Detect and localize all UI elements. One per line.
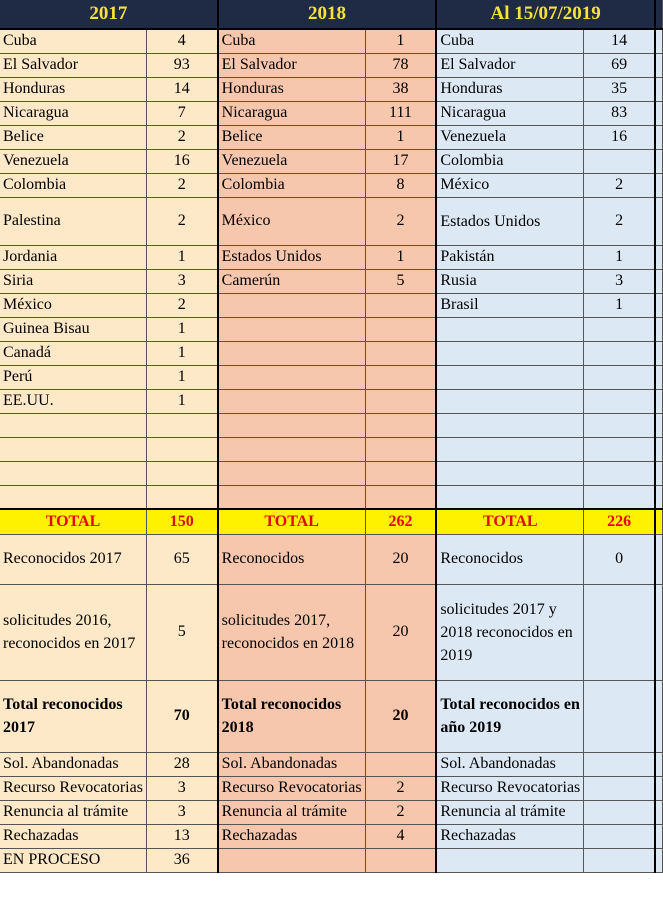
edge-cell <box>655 509 663 534</box>
count-2017 <box>146 485 217 509</box>
country-row <box>0 413 663 437</box>
count-2017 <box>146 461 217 485</box>
count-2017: 93 <box>146 53 217 77</box>
previous-requests-row-value-2017: 5 <box>146 584 217 680</box>
outcome-label-2017: EN PROCESO <box>0 848 146 872</box>
outcome-label-2017: Sol. Abandonadas <box>0 752 146 776</box>
count-2017: 7 <box>146 101 217 125</box>
total-recognized-row-label-2018: Total reconocidos 2018 <box>218 680 365 752</box>
outcome-row <box>0 752 663 776</box>
country-row <box>0 317 663 341</box>
total-recognized-row-label-2019: Total reconocidos en año 2019 <box>436 680 583 752</box>
country-2019 <box>436 413 583 437</box>
country-2018 <box>218 389 365 413</box>
edge-cell <box>655 485 663 509</box>
count-2018: 38 <box>365 77 436 101</box>
country-2019: El Salvador <box>436 53 583 77</box>
country-2017: Colombia <box>0 173 146 197</box>
outcome-label-2017: Recurso Revocatorias <box>0 776 146 800</box>
outcome-value-2018 <box>365 752 436 776</box>
country-2019 <box>436 341 583 365</box>
recognized-row-label-2017: Reconocidos 2017 <box>0 534 146 584</box>
outcome-row <box>0 848 663 872</box>
count-2018: 1 <box>365 29 436 53</box>
outcome-value-2018: 2 <box>365 800 436 824</box>
country-2017: Nicaragua <box>0 101 146 125</box>
country-row <box>0 29 663 53</box>
count-2017: 2 <box>146 173 217 197</box>
count-2019 <box>584 149 655 173</box>
total-value-2019: 226 <box>584 509 655 534</box>
country-2018 <box>218 485 365 509</box>
outcome-label-2017: Renuncia al trámite <box>0 800 146 824</box>
country-2019 <box>436 437 583 461</box>
header-2017: 2017 <box>0 0 218 29</box>
outcome-label-2018: Recurso Revocatorias <box>218 776 365 800</box>
country-2017: Perú <box>0 365 146 389</box>
edge-cell <box>655 800 663 824</box>
country-2019 <box>436 317 583 341</box>
outcome-label-2019: Recurso Revocatorias <box>436 776 583 800</box>
outcome-label-2019: Rechazadas <box>436 824 583 848</box>
edge-cell <box>655 173 663 197</box>
edge-cell <box>655 461 663 485</box>
count-2018: 5 <box>365 269 436 293</box>
recognized-row-value-2018: 20 <box>365 534 436 584</box>
country-2017: Venezuela <box>0 149 146 173</box>
outcome-value-2018: 4 <box>365 824 436 848</box>
edge-cell <box>655 317 663 341</box>
count-2017: 4 <box>146 29 217 53</box>
count-2018: 1 <box>365 245 436 269</box>
count-2017: 1 <box>146 317 217 341</box>
country-row <box>0 245 663 269</box>
count-2019: 14 <box>584 29 655 53</box>
country-2018: Colombia <box>218 173 365 197</box>
outcome-value-2017: 3 <box>146 800 217 824</box>
previous-requests-row-label-2019: solicitudes 2017 y 2018 reconocidos en 2019 <box>436 584 583 680</box>
count-2018 <box>365 437 436 461</box>
count-2017: 1 <box>146 341 217 365</box>
outcome-label-2019 <box>436 848 583 872</box>
outcome-row <box>0 824 663 848</box>
edge-cell <box>655 776 663 800</box>
country-2019: México <box>436 173 583 197</box>
edge-cell <box>655 245 663 269</box>
country-2018 <box>218 293 365 317</box>
country-2018: Cuba <box>218 29 365 53</box>
outcome-value-2019 <box>584 776 655 800</box>
country-2018: Camerún <box>218 269 365 293</box>
outcome-label-2019: Renuncia al trámite <box>436 800 583 824</box>
country-row <box>0 437 663 461</box>
totals-row <box>0 509 663 534</box>
edge-cell <box>655 101 663 125</box>
count-2019 <box>584 317 655 341</box>
country-row <box>0 365 663 389</box>
country-2017: EE.UU. <box>0 389 146 413</box>
country-2017 <box>0 485 146 509</box>
edge-cell <box>655 534 663 584</box>
country-2018 <box>218 341 365 365</box>
count-2019: 69 <box>584 53 655 77</box>
count-2019: 2 <box>584 173 655 197</box>
count-2017: 2 <box>146 293 217 317</box>
country-2018: Nicaragua <box>218 101 365 125</box>
count-2019 <box>584 461 655 485</box>
country-2019 <box>436 365 583 389</box>
total-recognized-row <box>0 680 663 752</box>
country-2019: Pakistán <box>436 245 583 269</box>
country-2019: Colombia <box>436 149 583 173</box>
country-row <box>0 341 663 365</box>
count-2019 <box>584 341 655 365</box>
count-2019: 1 <box>584 245 655 269</box>
count-2018: 111 <box>365 101 436 125</box>
count-2019: 3 <box>584 269 655 293</box>
country-row <box>0 293 663 317</box>
outcome-value-2017: 28 <box>146 752 217 776</box>
count-2017: 1 <box>146 365 217 389</box>
country-row <box>0 389 663 413</box>
outcome-value-2019 <box>584 800 655 824</box>
outcome-value-2017: 36 <box>146 848 217 872</box>
recognized-row-value-2017: 65 <box>146 534 217 584</box>
outcome-row <box>0 776 663 800</box>
country-2019: Nicaragua <box>436 101 583 125</box>
outcome-value-2018: 2 <box>365 776 436 800</box>
count-2019: 2 <box>584 197 655 245</box>
country-2017: Cuba <box>0 29 146 53</box>
country-2017: México <box>0 293 146 317</box>
outcome-value-2017: 13 <box>146 824 217 848</box>
previous-requests-row-value-2018: 20 <box>365 584 436 680</box>
edge-cell <box>655 437 663 461</box>
header-row <box>0 0 663 29</box>
total-recognized-row-value-2017: 70 <box>146 680 217 752</box>
country-2019 <box>436 485 583 509</box>
country-2018: México <box>218 197 365 245</box>
country-2017 <box>0 461 146 485</box>
edge-cell <box>655 125 663 149</box>
country-2019: Cuba <box>436 29 583 53</box>
recognized-row-label-2018: Reconocidos <box>218 534 365 584</box>
country-row <box>0 173 663 197</box>
total-label-2018: TOTAL <box>218 509 365 534</box>
country-2019: Honduras <box>436 77 583 101</box>
outcome-label-2019: Sol. Abandonadas <box>436 752 583 776</box>
count-2018 <box>365 389 436 413</box>
edge-cell <box>655 53 663 77</box>
country-2019: Estados Unidos <box>436 197 583 245</box>
country-2019: Brasil <box>436 293 583 317</box>
count-2019 <box>584 485 655 509</box>
edge-cell <box>655 149 663 173</box>
country-2018: Venezuela <box>218 149 365 173</box>
edge-cell <box>655 77 663 101</box>
country-row <box>0 485 663 509</box>
edge-cell <box>655 752 663 776</box>
count-2019: 16 <box>584 125 655 149</box>
country-2018 <box>218 317 365 341</box>
previous-requests-row <box>0 584 663 680</box>
country-2017: Guinea Bisau <box>0 317 146 341</box>
outcome-label-2018: Rechazadas <box>218 824 365 848</box>
country-2018: Honduras <box>218 77 365 101</box>
outcome-value-2017: 3 <box>146 776 217 800</box>
count-2018 <box>365 341 436 365</box>
country-row <box>0 269 663 293</box>
edge-cell <box>655 197 663 245</box>
outcome-value-2019 <box>584 824 655 848</box>
count-2018 <box>365 413 436 437</box>
country-row <box>0 197 663 245</box>
country-2019 <box>436 389 583 413</box>
outcome-value-2019 <box>584 848 655 872</box>
count-2018: 1 <box>365 125 436 149</box>
count-2017: 1 <box>146 245 217 269</box>
country-2018 <box>218 437 365 461</box>
recognized-row-value-2019: 0 <box>584 534 655 584</box>
country-2018 <box>218 461 365 485</box>
country-2017: Honduras <box>0 77 146 101</box>
edge-cell <box>655 293 663 317</box>
country-row <box>0 149 663 173</box>
edge-cell <box>655 341 663 365</box>
count-2017: 16 <box>146 149 217 173</box>
recognized-row <box>0 534 663 584</box>
outcome-value-2019 <box>584 752 655 776</box>
country-2018: El Salvador <box>218 53 365 77</box>
count-2018 <box>365 365 436 389</box>
count-2018: 78 <box>365 53 436 77</box>
count-2018 <box>365 293 436 317</box>
edge-cell <box>655 584 663 680</box>
country-2017: Siria <box>0 269 146 293</box>
previous-requests-row-label-2018: solicitudes 2017, reconocidos en 2018 <box>218 584 365 680</box>
outcome-value-2018 <box>365 848 436 872</box>
country-2017: Canadá <box>0 341 146 365</box>
country-2019: Venezuela <box>436 125 583 149</box>
count-2018 <box>365 461 436 485</box>
country-2017: Belice <box>0 125 146 149</box>
total-label-2017: TOTAL <box>0 509 146 534</box>
edge-cell <box>655 389 663 413</box>
outcome-label-2018 <box>218 848 365 872</box>
count-2019: 83 <box>584 101 655 125</box>
country-2017 <box>0 413 146 437</box>
outcome-row <box>0 800 663 824</box>
count-2017 <box>146 437 217 461</box>
header-2019: Al 15/07/2019 <box>436 0 655 29</box>
country-row <box>0 101 663 125</box>
country-2018: Belice <box>218 125 365 149</box>
count-2018: 2 <box>365 197 436 245</box>
edge-cell <box>655 680 663 752</box>
country-2017: Jordania <box>0 245 146 269</box>
count-2017: 3 <box>146 269 217 293</box>
country-2017: El Salvador <box>0 53 146 77</box>
total-recognized-row-label-2017: Total reconocidos 2017 <box>0 680 146 752</box>
country-row <box>0 77 663 101</box>
edge-cell <box>655 269 663 293</box>
count-2018: 8 <box>365 173 436 197</box>
previous-requests-row-label-2017: solicitudes 2016, reconocidos en 2017 <box>0 584 146 680</box>
outcome-label-2018: Sol. Abandonadas <box>218 752 365 776</box>
country-2019: Rusia <box>436 269 583 293</box>
country-row <box>0 125 663 149</box>
count-2019 <box>584 365 655 389</box>
country-2017 <box>0 437 146 461</box>
count-2018: 17 <box>365 149 436 173</box>
outcome-label-2017: Rechazadas <box>0 824 146 848</box>
edge-cell <box>655 848 663 872</box>
count-2017: 2 <box>146 125 217 149</box>
country-row <box>0 53 663 77</box>
edge-cell <box>655 365 663 389</box>
count-2017: 1 <box>146 389 217 413</box>
count-2017 <box>146 413 217 437</box>
country-2018 <box>218 413 365 437</box>
total-value-2018: 262 <box>365 509 436 534</box>
recognized-row-label-2019: Reconocidos <box>436 534 583 584</box>
total-recognized-row-value-2019 <box>584 680 655 752</box>
count-2019 <box>584 437 655 461</box>
outcome-label-2018: Renuncia al trámite <box>218 800 365 824</box>
country-2019 <box>436 461 583 485</box>
previous-requests-row-value-2019 <box>584 584 655 680</box>
count-2019: 1 <box>584 293 655 317</box>
country-2017: Palestina <box>0 197 146 245</box>
header-2018: 2018 <box>218 0 437 29</box>
total-recognized-row-value-2018: 20 <box>365 680 436 752</box>
country-2018: Estados Unidos <box>218 245 365 269</box>
count-2019 <box>584 389 655 413</box>
country-2018 <box>218 365 365 389</box>
total-value-2017: 150 <box>146 509 217 534</box>
total-label-2019: TOTAL <box>436 509 583 534</box>
country-row <box>0 461 663 485</box>
count-2018 <box>365 317 436 341</box>
edge-cell <box>655 413 663 437</box>
count-2017: 14 <box>146 77 217 101</box>
edge-cell <box>655 29 663 53</box>
count-2017: 2 <box>146 197 217 245</box>
count-2018 <box>365 485 436 509</box>
edge-cell <box>655 824 663 848</box>
count-2019 <box>584 413 655 437</box>
count-2019: 35 <box>584 77 655 101</box>
